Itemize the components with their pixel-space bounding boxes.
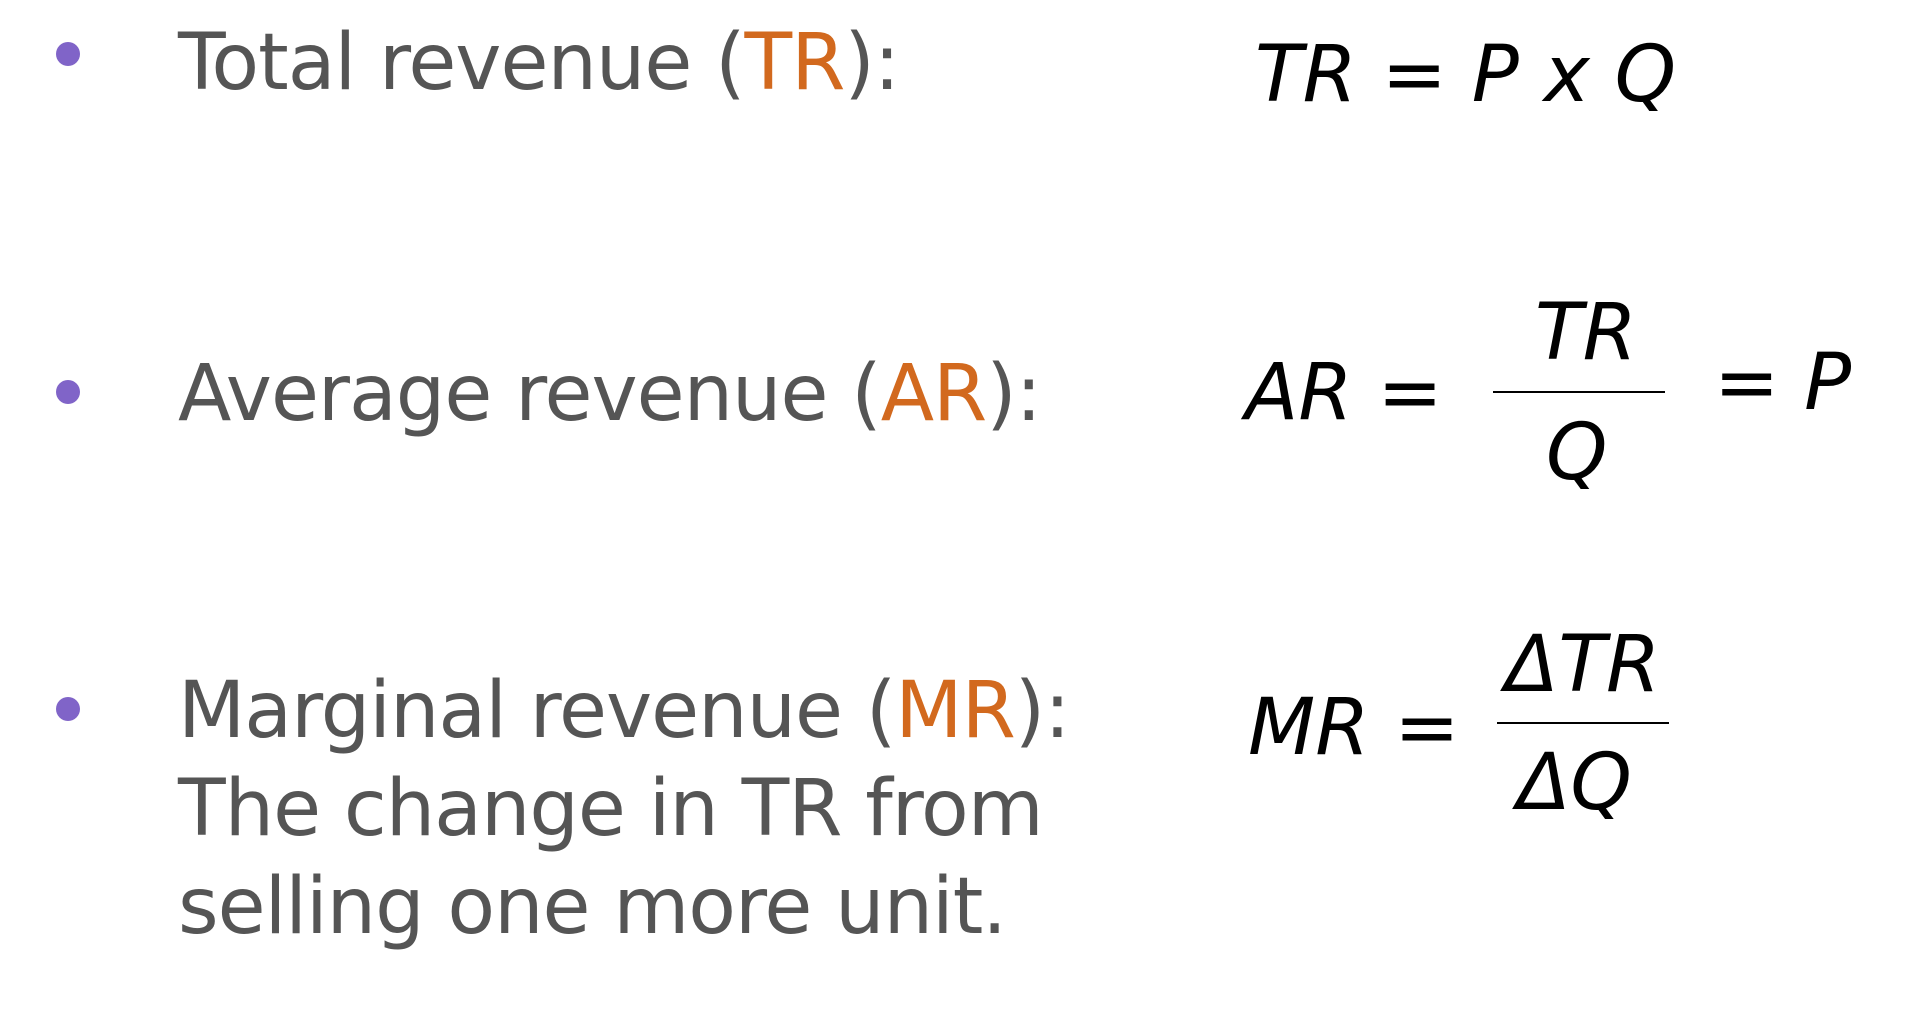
marginal-revenue-description-line-1: The change in TR from [178,764,1043,854]
formula-ar-lhs: AR = [1245,348,1443,438]
formula-ar-numerator: TR [1535,288,1637,378]
bullet-marginal-revenue: Marginal revenue (MR): [178,666,1070,756]
abbr-tr: TR [744,18,845,108]
bullet-dot-marginal-revenue [56,697,80,721]
formula-total-revenue: TR = P x Q [1255,30,1676,120]
formula-mr-lhs: MR = [1248,683,1460,773]
label-marginal-revenue: Marginal revenue [178,666,843,756]
formula-mr-numerator: ΔTR [1505,620,1661,710]
abbr-mr: MR [895,666,1015,756]
label-average-revenue: Average revenue [178,349,828,439]
formula-ar-denominator: Q [1546,408,1608,498]
formula-mr-denominator: ΔQ [1517,738,1632,828]
abbr-ar: AR [880,349,987,439]
bullet-dot-total-revenue [56,42,80,66]
fraction-bar-mr [1497,722,1669,724]
bullet-average-revenue: Average revenue (AR): [178,349,1041,439]
label-total-revenue: Total revenue [178,18,692,108]
bullet-total-revenue: Total revenue (TR): [178,18,900,108]
formula-ar-rhs: = P [1714,338,1852,428]
bullet-dot-average-revenue [56,380,80,404]
fraction-bar-ar [1493,391,1665,393]
marginal-revenue-description-line-2: selling one more unit. [178,862,1007,952]
